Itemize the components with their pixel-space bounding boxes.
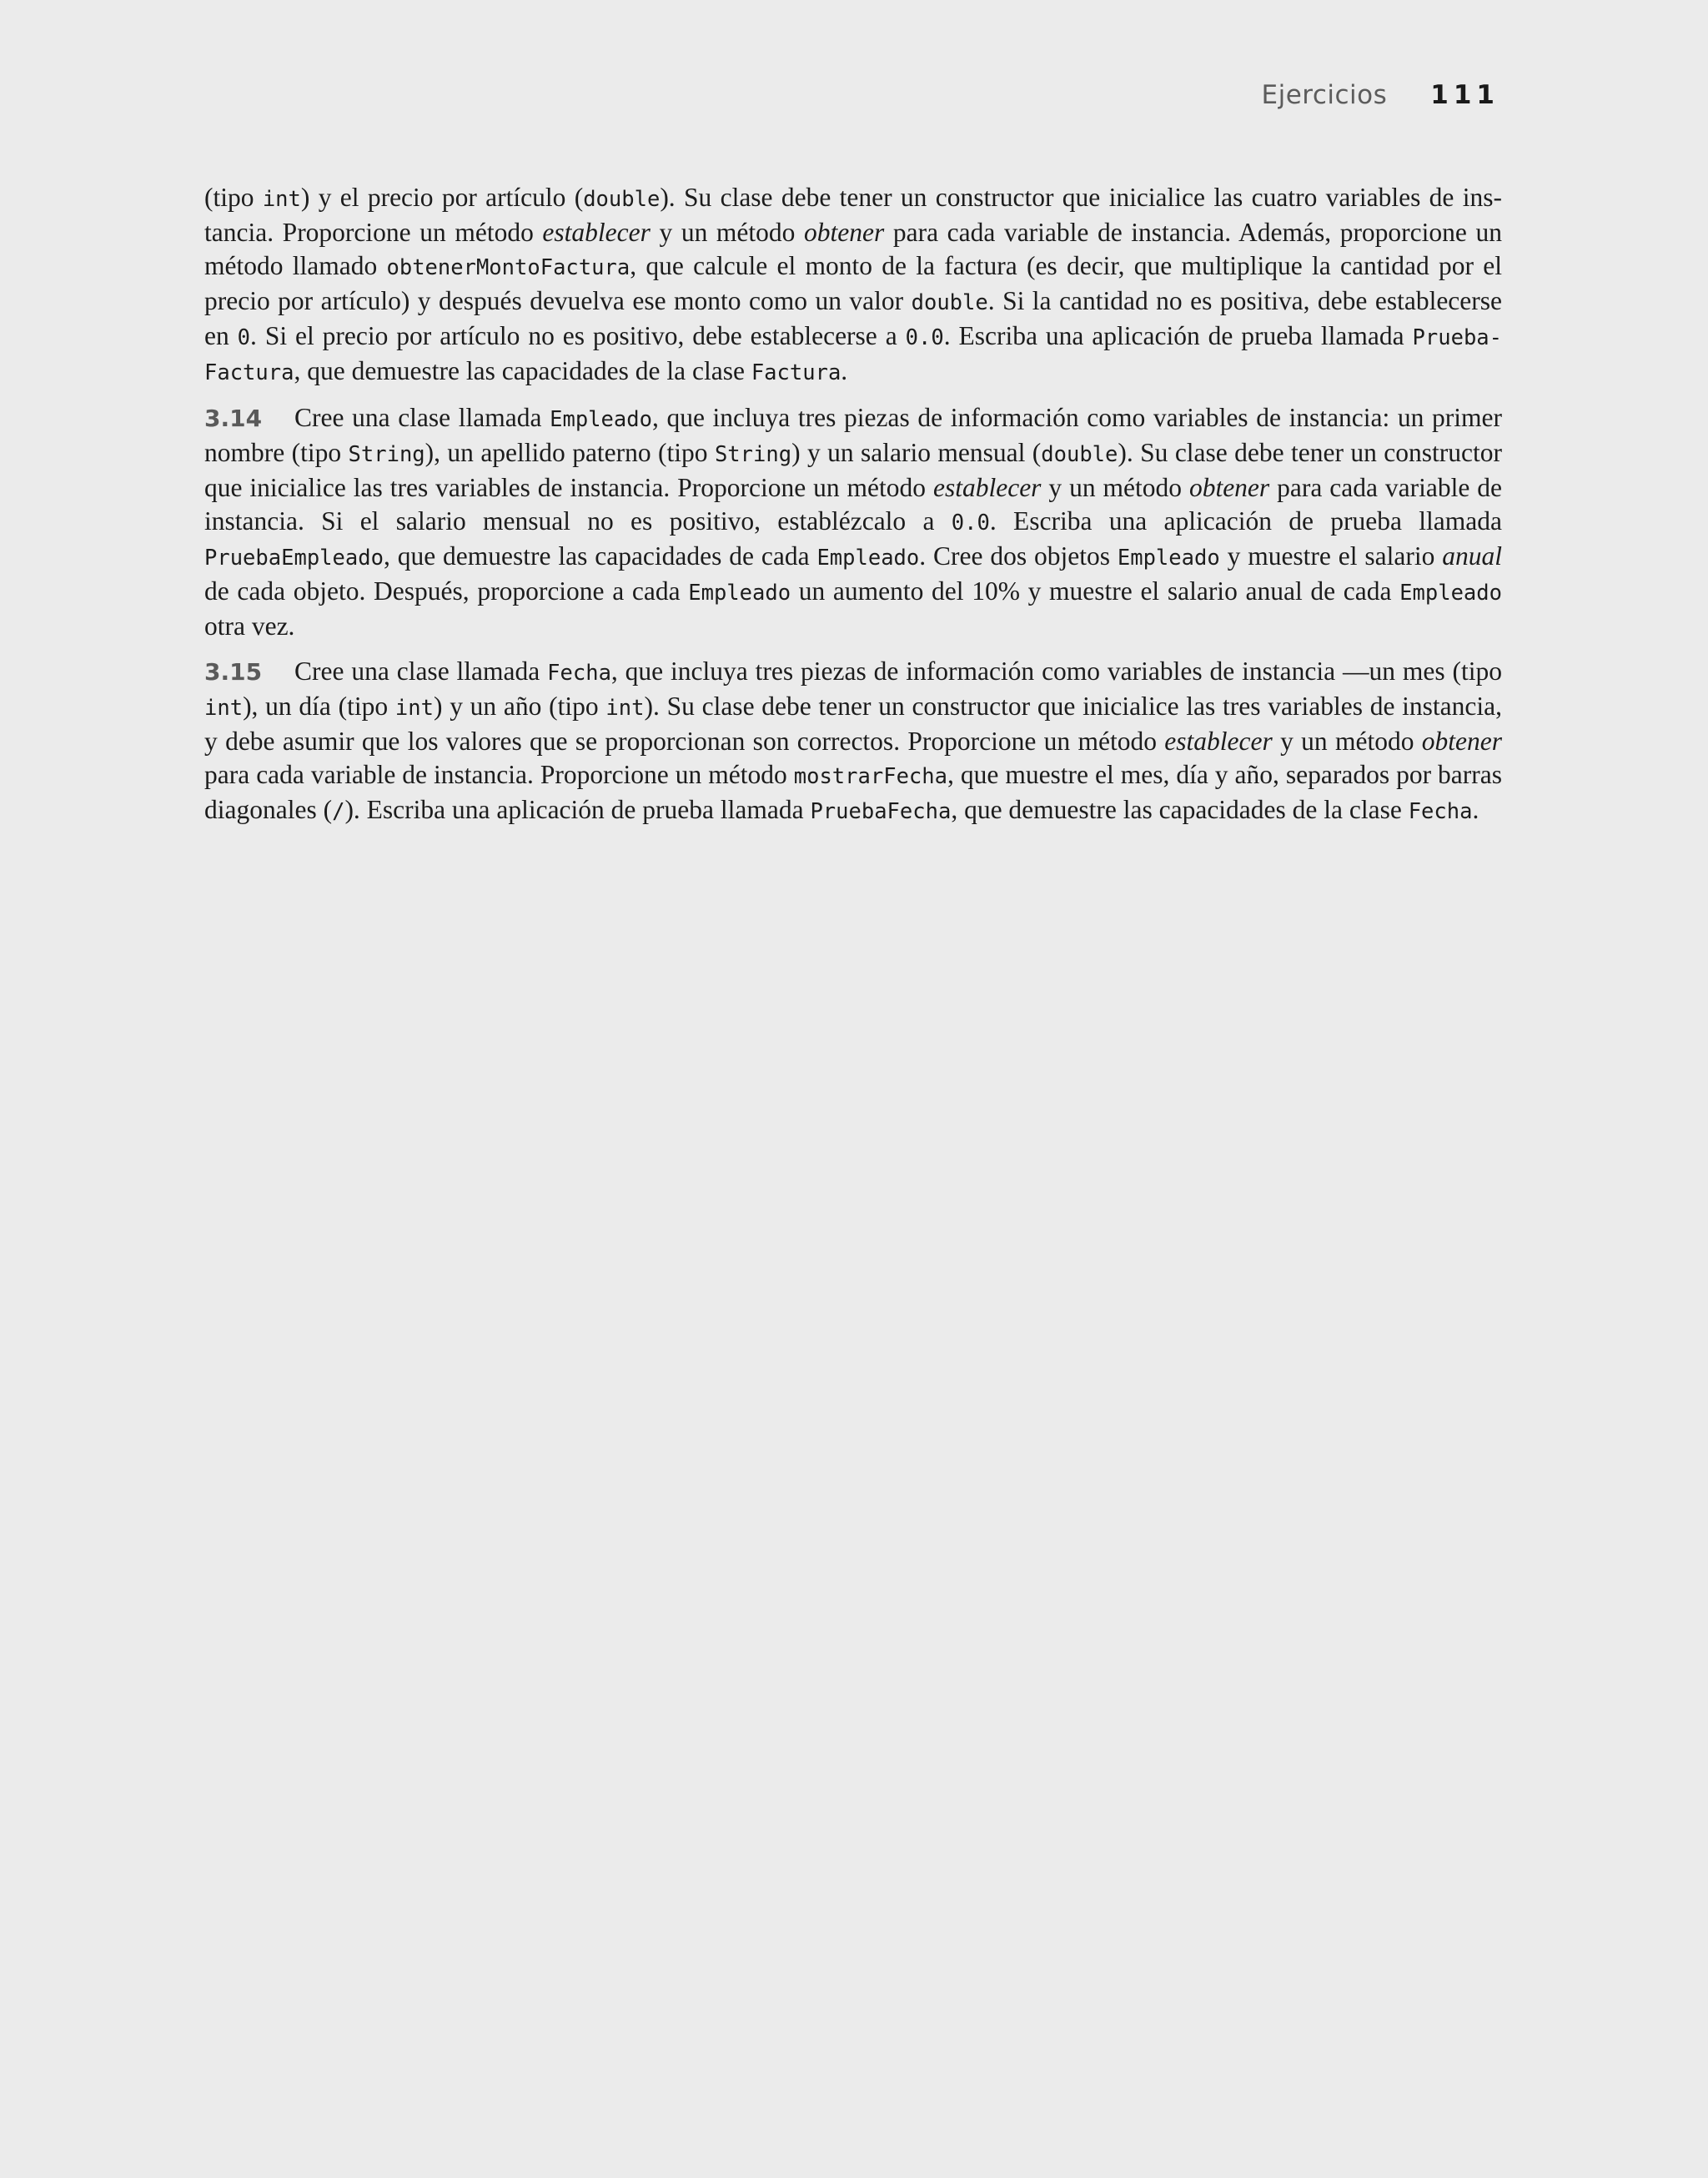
exercise-3-15 <box>204 655 1502 828</box>
body-text: Cree una clase llamada <box>294 403 550 432</box>
exercise-3-14 <box>204 401 1502 643</box>
code-term: Empleado <box>816 546 920 571</box>
code-term: PruebaFecha <box>810 799 952 824</box>
emphasis-term: establecer <box>932 473 1042 502</box>
code-term: String <box>348 442 425 467</box>
code-term: Prueba-Factura <box>204 325 1503 385</box>
body-text: ), un día (tipo <box>243 692 395 721</box>
code-term: 0.0 <box>905 325 944 350</box>
code-term: int <box>605 696 645 721</box>
body-text: para cada variable de instancia. Si el salario mensual no es positivo, establézcalo a <box>204 473 1502 536</box>
code-term: Empleado <box>1399 581 1502 606</box>
code-term: / <box>332 799 345 824</box>
body-text: y muestre el salario <box>1219 541 1443 571</box>
emphasis-term: establecer <box>1164 727 1273 756</box>
emphasis-term: anual <box>1442 541 1502 571</box>
body-text: . Cree dos objetos <box>919 541 1118 571</box>
body-text: ) y un año (tipo <box>433 692 606 721</box>
code-term: Fecha <box>1408 799 1473 824</box>
body-text: y un método <box>1272 727 1422 756</box>
body-text: , que incluya tres piezas de información como variables de instancia: un primer nombre (tipo <box>204 403 1502 467</box>
body-text: Cree una clase llamada <box>294 656 548 686</box>
body-text: ), un apellido paterno (tipo <box>424 438 715 467</box>
body-text: para cada variable de instancia. Proporcione un método <box>204 760 794 789</box>
code-term: Empleado <box>550 407 652 432</box>
code-term: Factura <box>751 360 841 385</box>
exercise-continuation <box>204 181 1502 390</box>
body-text: de cada objeto. Después, proporcione a cada <box>204 576 689 606</box>
code-term: 0 <box>237 325 251 350</box>
body-text: ) y el precio por artículo ( <box>300 183 584 212</box>
emphasis-term: obtener <box>1421 727 1502 756</box>
body-text: . Si la cantidad no es positiva, debe establecerse en <box>204 286 1502 350</box>
code-term: Fecha <box>547 661 611 686</box>
body-text: (tipo <box>204 183 263 212</box>
code-term: Empleado <box>688 581 791 606</box>
section-title: Ejercicios <box>1261 80 1388 110</box>
code-term: mostrarFecha <box>793 764 947 789</box>
body-text: . Si el precio por artículo no es positivo, debe establecerse a <box>250 321 906 350</box>
exercise-number: 3.15 <box>204 658 263 686</box>
body-text: . Escriba una aplicación de prueba llamada <box>989 506 1502 536</box>
body-text: y un método <box>1041 473 1189 502</box>
body-text: , que calcule el monto de la factura (es decir, que multiplique la cantidad por el precio por artículo) y después devuelva ese monto como un valor <box>204 251 1502 315</box>
page-number: 111 <box>1430 80 1500 110</box>
body-text: . <box>841 356 848 385</box>
body-text: y un método <box>650 218 805 247</box>
body-text: ). Escriba una aplicación de prueba llamada <box>344 795 811 824</box>
body-text: , que incluya tres piezas de información como variables de instancia —un mes (tipo <box>610 656 1502 686</box>
code-term: double <box>1041 442 1118 467</box>
emphasis-term: establecer <box>542 218 651 247</box>
code-term: PruebaEmpleado <box>204 546 384 571</box>
body-text: , que demuestre las capacidades de la clase <box>294 356 751 385</box>
emphasis-term: obtener <box>1188 473 1270 502</box>
body-text: , que muestre el mes, día y año, separados por barras diagonales ( <box>204 760 1503 824</box>
emphasis-term: obtener <box>804 218 885 247</box>
body-text: para cada variable de instancia. Además, proporcione un método llamado <box>204 218 1502 280</box>
code-term: int <box>262 187 301 212</box>
body-text: , que demuestre las capacidades de cada <box>383 541 817 571</box>
code-term: 0.0 <box>951 511 990 536</box>
exercise-text <box>204 181 1502 828</box>
body-text: ) y un salario mensual ( <box>791 438 1042 467</box>
body-text: ). Su clase debe tener un constructor que inicialice las tres variables de instancia. Proporcione un método <box>204 438 1503 502</box>
running-head <box>1262 80 1500 110</box>
exercise-number: 3.14 <box>204 405 263 432</box>
body-text: otra vez. <box>204 611 295 641</box>
code-term: int <box>394 696 434 721</box>
code-term: double <box>583 187 661 212</box>
code-term: int <box>204 696 244 721</box>
code-term: obtenerMontoFactura <box>386 255 630 280</box>
code-term: String <box>714 442 792 467</box>
body-text: . <box>1472 795 1479 824</box>
code-term: double <box>911 290 988 315</box>
body-text: , que demuestre las capacidades de la clase <box>951 795 1409 824</box>
body-text: ). Su clase debe tener un constructor que inicialice las cuatro variables de instancia. Proporcione un método <box>204 183 1502 247</box>
body-text: . Escriba una aplicación de prueba llamada <box>943 321 1413 350</box>
code-term: Empleado <box>1117 546 1220 571</box>
body-text: ). Su clase debe tener un constructor que inicialice las tres variables de instancia, y debe asumir que los valores que se proporcionan son correctos. Proporcione un método <box>204 692 1503 756</box>
body-text: un aumento del 10% y muestre el salario anual de cada <box>791 576 1400 606</box>
